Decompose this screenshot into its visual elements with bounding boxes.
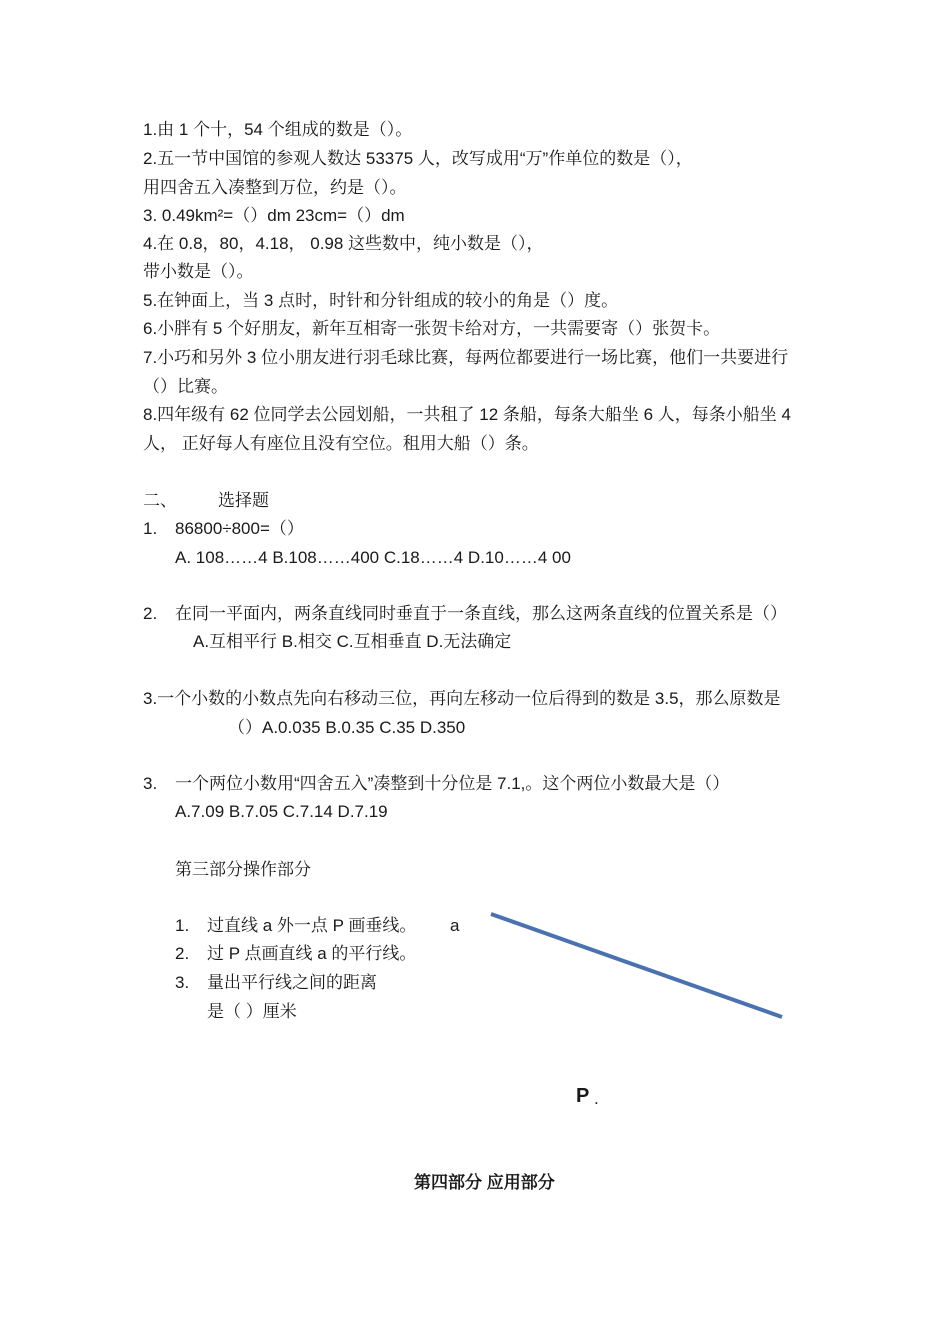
question-8-line-1: 8.四年级有 62 位同学去公园划船，一共租了 12 条船，每条大船坐 6 人，每条小船坐 4 [143,405,791,424]
line-a [491,914,782,1017]
question-6: 6.小胖有 5 个好朋友，新年互相寄一张贺卡给对方，一共需要寄（）张贺卡。 [143,319,721,338]
question-2-line-1: 2.五一节中国馆的参观人数达 53375 人，改写成用“万”作单位的数是（）， [143,149,693,168]
question-2-line-2: 用四舍五入凑整到万位，约是（）。 [143,178,407,197]
question-4-line-1: 4.在 0.8，80，4.18， 0.98 这些数中，纯小数是（）， [143,234,544,253]
question-4-line-2: 带小数是（）。 [143,262,254,281]
choice-2-number: 2. [143,604,158,623]
task-3-number: 3. [175,973,190,992]
question-7-line-2: （）比赛。 [143,377,228,396]
choice-2-question: 在同一平面内，两条直线同时垂直于一条直线，那么这两条直线的位置关系是（） [175,604,787,623]
question-8-line-2: 人， 正好每人有座位且没有空位。租用大船（）条。 [143,434,539,453]
line-a-label: a [450,916,460,935]
choice-1-question: 86800÷800=（） [175,519,304,538]
choice-3-question: 3.一个小数的小数点先向右移动三位，再向左移动一位后得到的数是 3.5，那么原数是 [143,689,781,708]
choice-3-options: （）A.0.035 B.0.35 C.35 D.350 [228,718,466,737]
choice-4-number: 3. [143,774,158,793]
section-2-number: 二、 [143,491,177,510]
task-2-number: 2. [175,944,190,963]
point-p-label: P [576,1085,590,1107]
question-7-line-1: 7.小巧和另外 3 位小朋友进行羽毛球比赛，每两位都要进行一场比赛，他们一共要进行 [143,348,789,367]
task-2-text: 过 P 点画直线 a 的平行线。 [207,944,417,963]
task-1-text: 过直线 a 外一点 P 画垂线。 [207,916,417,935]
section-3-title: 第三部分操作部分 [175,860,311,879]
choice-1-number: 1. [143,519,158,538]
question-1: 1.由 1 个十，54 个组成的数是（）。 [143,120,413,139]
choice-4-options: A.7.09 B.7.05 C.7.14 D.7.19 [175,802,388,821]
question-5: 5.在钟面上，当 3 点时，时针和分针组成的较小的角是（）度。 [143,291,619,310]
task-3-continuation: 是（ ）厘米 [207,1002,297,1021]
point-p-dot: . [594,1089,599,1108]
question-3: 3. 0.49km²=（）dm 23cm=（）dm [143,206,405,225]
section-2-title: 选择题 [218,491,269,510]
choice-1-options: A. 108……4 B.108……400 C.18……4 D.10……4 00 [175,548,571,567]
task-1-number: 1. [175,916,190,935]
section-4-title: 第四部分 应用部分 [414,1173,555,1192]
choice-2-options: A.互相平行 B.相交 C.互相垂直 D.无法确定 [193,632,512,651]
task-3-text: 量出平行线之间的距离 [207,973,377,992]
choice-4-question: 一个两位小数用“四舍五入”凑整到十分位是 7.1,。这个两位小数最大是（） [175,774,730,793]
